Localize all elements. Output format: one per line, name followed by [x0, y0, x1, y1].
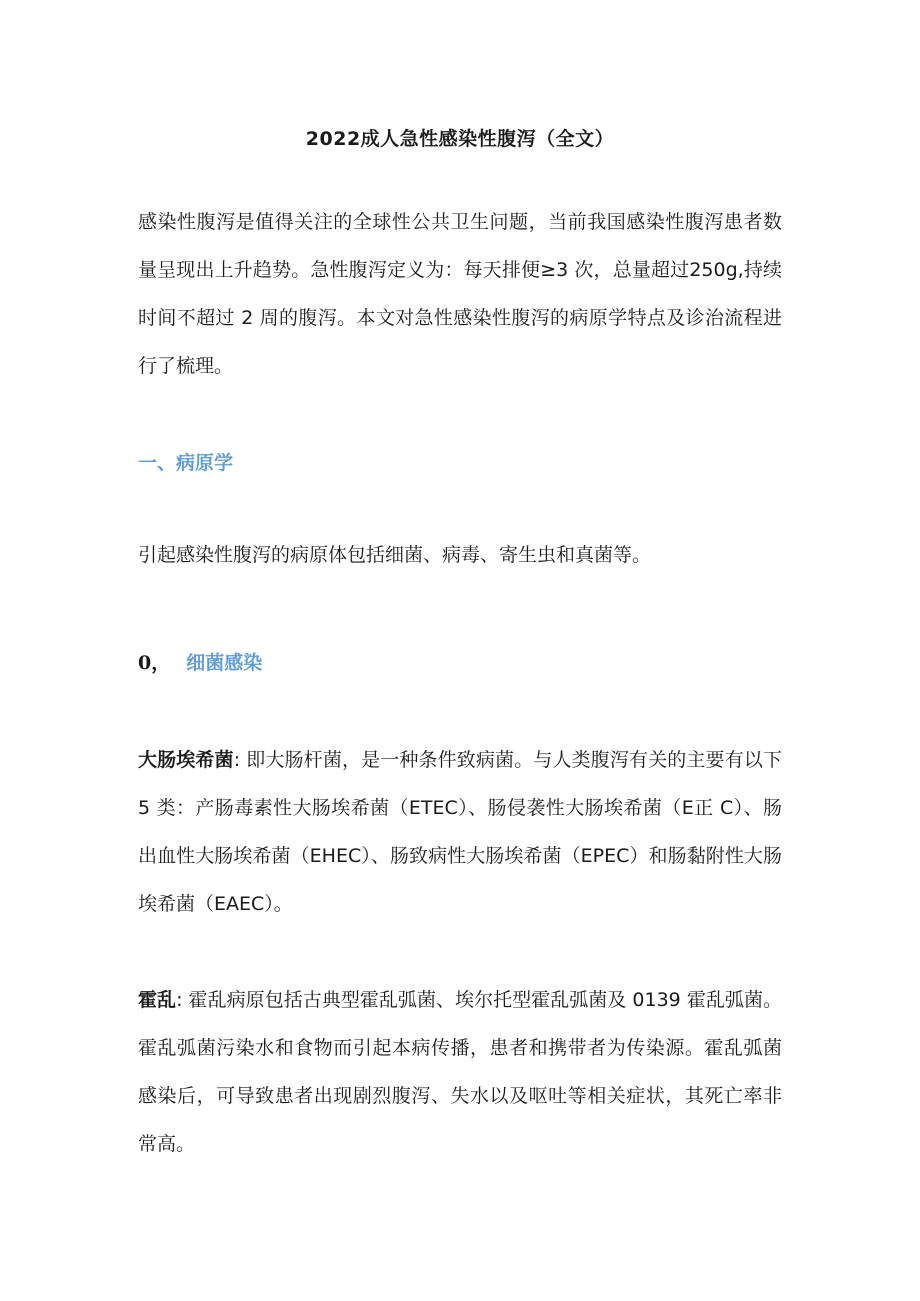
- cholera-paragraph: [138, 976, 782, 1168]
- ecoli-paragraph: [138, 736, 782, 928]
- intro-paragraph: 感染性腹泻是值得关注的全球性公共卫生问题，当前我国感染性腹泻患者数量呈现出上升趋势。急性腹泻定义为：每天排便≥3 次，总量超过250g,持续时间不超过 2 周的腹泻。本文对急性感染性腹泻的病原学特点及诊治流程进行了梳理。: [138, 211, 782, 377]
- ecoli-term: 大肠埃希菌: [138, 749, 234, 771]
- subsection-title: 细菌感染: [186, 652, 263, 674]
- section-heading-pathology: 一、病原学: [138, 452, 234, 474]
- ecoli-text: : 即大肠杆菌，是一种条件致病菌。与人类腹泻有关的主要有以下 5 类：产肠毒素性大肠埃希菌（ETEC）、肠侵袭性大肠埃希菌（E正 C）、肠出血性大肠埃希菌（EHEC）、肠致病性大肠埃希菌（EPEC）和肠黏附性大肠埃希菌（EAEC）。: [138, 749, 782, 915]
- subsection-heading-bacteria: [138, 648, 262, 675]
- cholera-term: 霍乱: [138, 989, 177, 1011]
- subsection-number: 0，: [138, 652, 171, 674]
- pathogens-paragraph: 引起感染性腹泻的病原体包括细菌、病毒、寄生虫和真菌等。: [138, 544, 652, 566]
- cholera-text: : 霍乱病原包括古典型霍乱弧菌、埃尔托型霍乱弧菌及 0139 霍乱弧菌。霍乱弧菌污染水和食物而引起本病传播，患者和携带者为传染源。霍乱弧菌感染后，可导致患者出现剧烈腹泻、失水以及呕吐等相关症状，其死亡率非常高。: [138, 989, 782, 1155]
- document-title: 2022成人急性感染性腹泻（全文）: [305, 128, 615, 150]
